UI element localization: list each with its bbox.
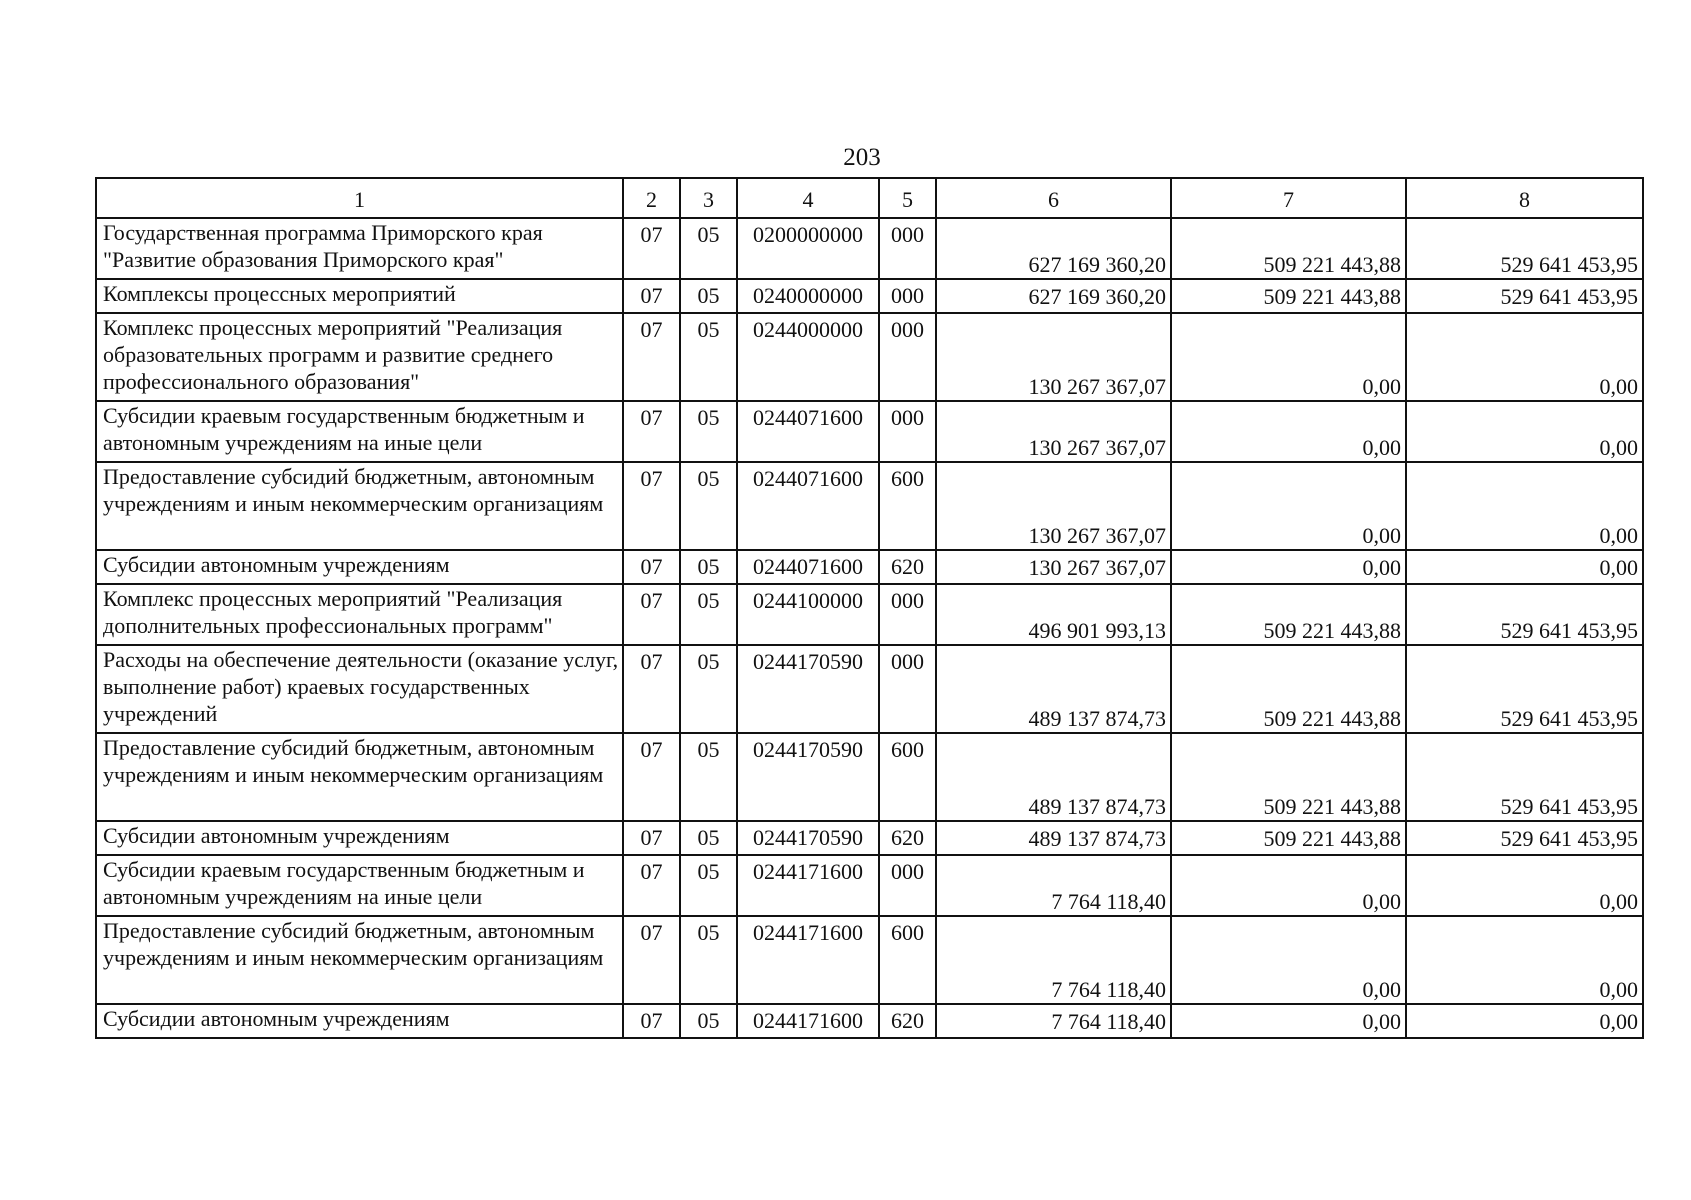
table-row	[96, 462, 1643, 550]
row-amount-col6: 489 137 874,73	[936, 821, 1171, 855]
row-subsection-code: 05	[680, 1004, 737, 1038]
row-amount-col7: 0,00	[1171, 401, 1406, 462]
row-expense-type: 000	[879, 855, 936, 916]
row-subsection-code: 05	[680, 313, 737, 401]
row-amount-col7: 0,00	[1171, 550, 1406, 584]
row-target-article: 0244171600	[737, 1004, 879, 1038]
table-row	[96, 733, 1643, 821]
row-amount-col6: 627 169 360,20	[936, 279, 1171, 313]
row-expense-type: 000	[879, 645, 936, 733]
row-target-article: 0244170590	[737, 645, 879, 733]
row-subsection-code: 05	[680, 550, 737, 584]
header-row	[96, 178, 1643, 218]
row-section-code: 07	[623, 645, 680, 733]
row-amount-col8: 529 641 453,95	[1406, 733, 1643, 821]
row-section-code: 07	[623, 550, 680, 584]
row-amount-col8: 529 641 453,95	[1406, 279, 1643, 313]
row-name: Субсидии автономным учреждениям	[96, 1004, 623, 1038]
row-section-code: 07	[623, 1004, 680, 1038]
row-amount-col7: 509 221 443,88	[1171, 645, 1406, 733]
row-amount-col7: 0,00	[1171, 462, 1406, 550]
row-subsection-code: 05	[680, 218, 737, 279]
row-subsection-code: 05	[680, 584, 737, 645]
row-subsection-code: 05	[680, 462, 737, 550]
row-amount-col8: 529 641 453,95	[1406, 584, 1643, 645]
row-amount-col8: 0,00	[1406, 462, 1643, 550]
row-amount-col7: 0,00	[1171, 916, 1406, 1004]
row-amount-col8: 0,00	[1406, 855, 1643, 916]
row-amount-col6: 130 267 367,07	[936, 401, 1171, 462]
row-expense-type: 000	[879, 279, 936, 313]
table-row	[96, 401, 1643, 462]
row-section-code: 07	[623, 916, 680, 1004]
row-section-code: 07	[623, 462, 680, 550]
row-amount-col6: 7 764 118,40	[936, 1004, 1171, 1038]
row-amount-col8: 0,00	[1406, 401, 1643, 462]
row-name: Комплекс процессных мероприятий "Реализация дополнительных профессиональных программ"	[96, 584, 623, 645]
column-header-3: 3	[680, 178, 737, 218]
row-amount-col6: 7 764 118,40	[936, 916, 1171, 1004]
row-target-article: 0200000000	[737, 218, 879, 279]
row-expense-type: 000	[879, 584, 936, 645]
row-target-article: 0244100000	[737, 584, 879, 645]
row-name: Субсидии автономным учреждениям	[96, 550, 623, 584]
row-amount-col6: 627 169 360,20	[936, 218, 1171, 279]
row-target-article: 0244071600	[737, 550, 879, 584]
page-number: 203	[843, 144, 881, 171]
row-expense-type: 620	[879, 550, 936, 584]
row-section-code: 07	[623, 313, 680, 401]
row-amount-col7: 0,00	[1171, 1004, 1406, 1038]
row-section-code: 07	[623, 855, 680, 916]
row-section-code: 07	[623, 218, 680, 279]
budget-table	[95, 177, 1644, 1039]
row-subsection-code: 05	[680, 645, 737, 733]
row-amount-col6: 496 901 993,13	[936, 584, 1171, 645]
row-name: Комплексы процессных мероприятий	[96, 279, 623, 313]
row-amount-col6: 7 764 118,40	[936, 855, 1171, 916]
row-amount-col7: 509 221 443,88	[1171, 584, 1406, 645]
table-row	[96, 550, 1643, 584]
row-name: Государственная программа Приморского края "Развитие образования Приморского края"	[96, 218, 623, 279]
row-amount-col6: 130 267 367,07	[936, 550, 1171, 584]
row-expense-type: 600	[879, 462, 936, 550]
row-target-article: 0244071600	[737, 462, 879, 550]
row-expense-type: 000	[879, 401, 936, 462]
row-subsection-code: 05	[680, 279, 737, 313]
row-section-code: 07	[623, 279, 680, 313]
row-amount-col8: 529 641 453,95	[1406, 218, 1643, 279]
row-name: Субсидии краевым государственным бюджетным и автономным учреждениям на иные цели	[96, 855, 623, 916]
row-amount-col8: 0,00	[1406, 1004, 1643, 1038]
row-expense-type: 620	[879, 1004, 936, 1038]
row-amount-col8: 0,00	[1406, 550, 1643, 584]
column-header-6: 6	[936, 178, 1171, 218]
row-name: Субсидии автономным учреждениям	[96, 821, 623, 855]
row-name: Расходы на обеспечение деятельности (оказание услуг, выполнение работ) краевых государственных учреждений	[96, 645, 623, 733]
row-amount-col7: 0,00	[1171, 313, 1406, 401]
row-section-code: 07	[623, 584, 680, 645]
row-section-code: 07	[623, 821, 680, 855]
column-header-8: 8	[1406, 178, 1643, 218]
row-target-article: 0244000000	[737, 313, 879, 401]
row-target-article: 0244071600	[737, 401, 879, 462]
row-target-article: 0240000000	[737, 279, 879, 313]
column-header-7: 7	[1171, 178, 1406, 218]
row-amount-col6: 489 137 874,73	[936, 733, 1171, 821]
row-amount-col6: 130 267 367,07	[936, 462, 1171, 550]
table-row	[96, 279, 1643, 313]
column-header-2: 2	[623, 178, 680, 218]
row-expense-type: 000	[879, 218, 936, 279]
row-expense-type: 600	[879, 733, 936, 821]
column-header-5: 5	[879, 178, 936, 218]
row-amount-col6: 130 267 367,07	[936, 313, 1171, 401]
table-row	[96, 584, 1643, 645]
row-amount-col7: 509 221 443,88	[1171, 218, 1406, 279]
column-header-1: 1	[96, 178, 623, 218]
row-amount-col7: 509 221 443,88	[1171, 733, 1406, 821]
row-subsection-code: 05	[680, 401, 737, 462]
row-subsection-code: 05	[680, 821, 737, 855]
table-row	[96, 218, 1643, 279]
row-amount-col8: 529 641 453,95	[1406, 821, 1643, 855]
row-subsection-code: 05	[680, 733, 737, 821]
table-row	[96, 821, 1643, 855]
row-amount-col7: 0,00	[1171, 855, 1406, 916]
row-name: Предоставление субсидий бюджетным, автономным учреждениям и иным некоммерческим организациям	[96, 733, 623, 821]
row-amount-col8: 0,00	[1406, 313, 1643, 401]
row-name: Предоставление субсидий бюджетным, автономным учреждениям и иным некоммерческим организациям	[96, 462, 623, 550]
row-amount-col8: 0,00	[1406, 916, 1643, 1004]
row-target-article: 0244171600	[737, 916, 879, 1004]
row-target-article: 0244170590	[737, 821, 879, 855]
table-row	[96, 855, 1643, 916]
row-target-article: 0244170590	[737, 733, 879, 821]
table-row	[96, 916, 1643, 1004]
table-row	[96, 313, 1643, 401]
row-section-code: 07	[623, 733, 680, 821]
row-amount-col7: 509 221 443,88	[1171, 279, 1406, 313]
row-name: Субсидии краевым государственным бюджетным и автономным учреждениям на иные цели	[96, 401, 623, 462]
row-name: Предоставление субсидий бюджетным, автономным учреждениям и иным некоммерческим организациям	[96, 916, 623, 1004]
row-name: Комплекс процессных мероприятий "Реализация образовательных программ и развитие среднего профессионального образования"	[96, 313, 623, 401]
row-expense-type: 600	[879, 916, 936, 1004]
row-amount-col6: 489 137 874,73	[936, 645, 1171, 733]
row-expense-type: 620	[879, 821, 936, 855]
row-expense-type: 000	[879, 313, 936, 401]
table-row	[96, 645, 1643, 733]
row-target-article: 0244171600	[737, 855, 879, 916]
row-subsection-code: 05	[680, 855, 737, 916]
row-section-code: 07	[623, 401, 680, 462]
row-amount-col7: 509 221 443,88	[1171, 821, 1406, 855]
row-subsection-code: 05	[680, 916, 737, 1004]
table-row	[96, 1004, 1643, 1038]
column-header-4: 4	[737, 178, 879, 218]
row-amount-col8: 529 641 453,95	[1406, 645, 1643, 733]
